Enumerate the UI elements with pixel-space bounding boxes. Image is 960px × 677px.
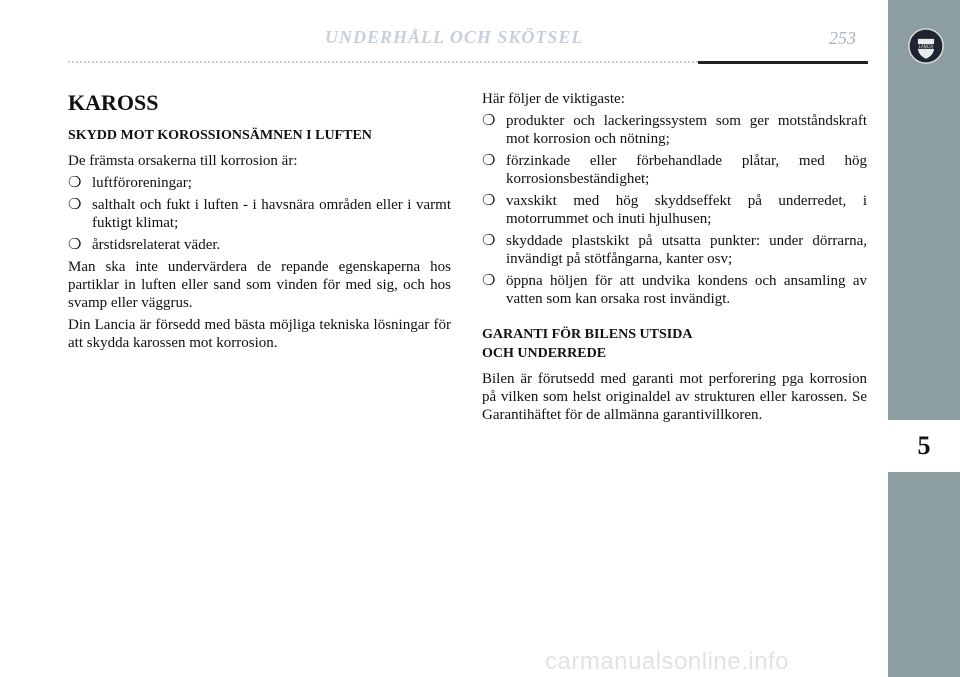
subsection-heading-line2: OCH UNDERREDE — [482, 346, 607, 361]
chapter-number-tab: 5 — [888, 420, 960, 472]
list-item-text: skyddade plastskikt på utsatta punkter: under dörrarna, invändigt på stötfångarna, kanter osv; — [506, 233, 867, 267]
lancia-logo-icon — [907, 27, 945, 65]
list-item-text: öppna höljen för att undvika kondens och ansamling av vatten som kan orsaka rost invändigt. — [506, 273, 867, 307]
list-item — [482, 112, 867, 148]
subsection-heading: GARANTI FÖR BILENS UTSIDA — [482, 327, 693, 342]
page-number: 253 — [829, 28, 856, 48]
bullet-circle-icon: ❍ — [482, 273, 496, 289]
list-item-text: luftföroreningar; — [92, 175, 192, 191]
left-column — [68, 90, 451, 356]
header-rule-dotted — [68, 61, 698, 63]
bullet-circle-icon: ❍ — [68, 175, 82, 191]
list-item — [68, 236, 451, 254]
body-paragraph: Din Lancia är försedd med bästa möjliga tekniska lösningar för att skydda karossen mot korrosion. — [68, 317, 451, 351]
list-item — [68, 196, 451, 232]
bullet-circle-icon: ❍ — [482, 153, 496, 169]
bullet-circle-icon: ❍ — [482, 233, 496, 249]
right-column — [482, 90, 867, 428]
bullet-circle-icon: ❍ — [68, 237, 82, 253]
intro-text: De främsta orsakerna till korrosion är: — [68, 153, 298, 169]
body-paragraph: Man ska inte undervärdera de repande egenskaperna hos partiklar in luften eller sand som vinden för med sig, och hos svamp eller väggrus. — [68, 259, 451, 311]
list-item — [482, 232, 867, 268]
causes-list — [68, 174, 451, 254]
protection-list — [482, 112, 867, 308]
watermark: carmanualsonline.info — [545, 648, 789, 675]
list-item — [482, 192, 867, 228]
list-item-text: förzinkade eller förbehandlade plåtar, med hög korrosionsbeständighet; — [506, 153, 867, 187]
list-item — [482, 152, 867, 188]
header-rule-solid — [698, 61, 868, 64]
list-item-text: vaxskikt med hög skyddseffekt på underredet, i motorrummet och inuti hjulhusen; — [506, 193, 867, 227]
list-item-text: salthalt och fukt i luften - i havsnära områden eller i varmt fuktigt klimat; — [92, 197, 451, 231]
subsection-heading: SKYDD MOT KOROSSIONSÄMNEN I LUFTEN — [68, 128, 372, 143]
svg-text:LANCIA: LANCIA — [918, 43, 934, 49]
chapter-sidebar — [888, 0, 960, 677]
bullet-circle-icon: ❍ — [482, 193, 496, 209]
section-heading: KAROSS — [68, 90, 159, 115]
bullet-circle-icon: ❍ — [68, 197, 82, 213]
bullet-circle-icon: ❍ — [482, 113, 496, 129]
list-item — [482, 272, 867, 308]
list-item-text: årstidsrelaterat väder. — [92, 237, 221, 253]
intro-text: Här följer de viktigaste: — [482, 91, 625, 107]
running-header-title: UNDERHÅLL OCH SKÖTSEL — [325, 27, 584, 47]
list-item-text: produkter och lackeringssystem som ger motståndskraft mot korrosion och nötning; — [506, 113, 867, 147]
body-paragraph: Bilen är förutsedd med garanti mot perforering pga korrosion på vilken som helst originaldel av strukturen eller karossen. Se Garantihäftet för de allmänna garantivillkoren. — [482, 371, 867, 423]
list-item — [68, 174, 451, 192]
